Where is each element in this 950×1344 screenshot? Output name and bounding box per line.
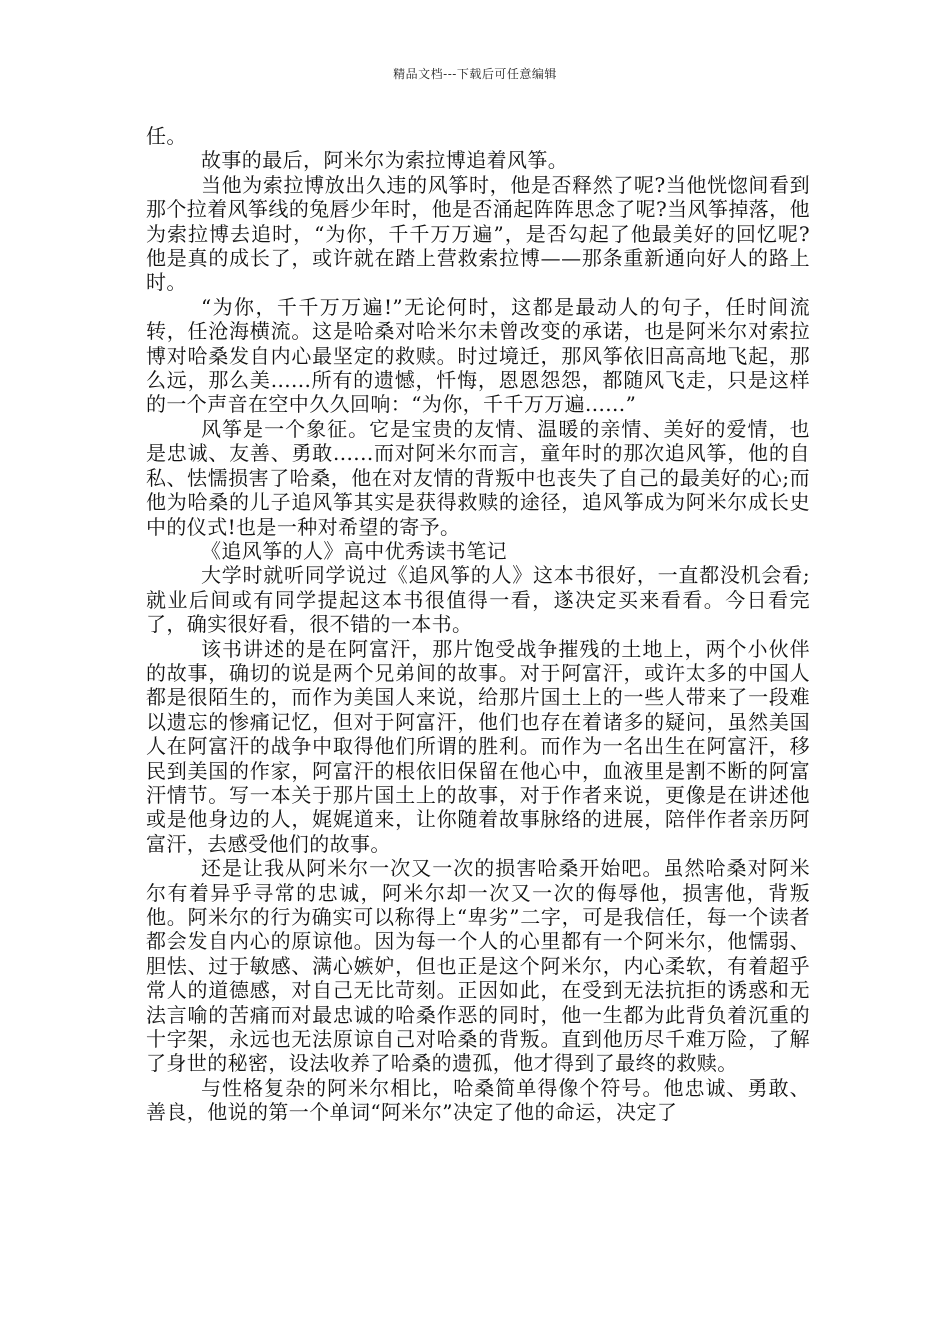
paragraph: 大学时就听同学说过《追风筝的人》这本书很好，一直都没机会看;就业后间或有同学提起这本书很值得一看，遂决定买来看看。今日看完了，确实很好看，很不错的一本书。: [146, 563, 810, 637]
paragraph: 还是让我从阿米尔一次又一次的损害哈桑开始吧。虽然哈桑对阿米尔有着异乎寻常的忠诚，阿米尔却一次又一次的侮辱他，损害他，背叛他。阿米尔的行为确实可以称得上“卑劣”二字，可是我信任，每一个读者都会发自内心的原谅他。因为每一个人的心里都有一个阿米尔，他懦弱、胆怯、过于敏感、满心嫉妒，但也正是这个阿米尔，内心柔软，有着超乎常人的道德感，对自己无比苛刻。正因如此，在受到无法抗拒的诱惑和无法言喻的苦痛而对最忠诚的哈桑作恶的同时，他一生都为此背负着沉重的十字架，永远也无法原谅自己对哈桑的背叛。直到他历尽千难万险，了解了身世的秘密，设法收养了哈桑的遗孤，他才得到了最终的救赎。: [146, 856, 810, 1076]
paragraph: 与性格复杂的阿米尔相比，哈桑简单得像个符号。他忠诚、勇敢、善良，他说的第一个单词“阿米尔”决定了他的命运，决定了: [146, 1075, 810, 1125]
paragraph: “为你，千千万万遍!”无论何时，这都是最动人的句子，任时间流转，任沧海横流。这是哈桑对哈米尔未曾改变的承诺，也是阿米尔对索拉博对哈桑发自内心最坚定的救赎。时过境迁，那风筝依旧高高地飞起，那么远，那么美......所有的遗憾，忏悔，恩恩怨怨，都随风飞走，只是这样的一个声音在空中久久回响：“为你，千千万万遍......”: [146, 294, 810, 417]
section-title: 《追风筝的人》高中优秀读书笔记: [201, 538, 507, 563]
paragraph: 当他为索拉博放出久违的风筝时，他是否释然了呢?当他恍惚间看到那个拉着风筝线的兔唇少年时，他是否涌起阵阵思念了呢?当风筝掉落，他为索拉博去追时，“为你，千千万万遍”，是否勾起了他最美好的回忆呢?他是真的成长了，或许就在踏上营救索拉博——那条重新通向好人的路上时。: [146, 172, 810, 295]
paragraph: 风筝是一个象征。它是宝贵的友情、温暖的亲情、美好的爱情，也是忠诚、友善、勇敢......而对阿米尔而言，童年时的那次追风筝，他的自私、怯懦损害了哈桑，他在对友情的背叛中也丧失了自己的最美好的心;而他为哈桑的儿子追风筝其实是获得救赎的途径，追风筝成为阿米尔成长史中的仪式!也是一种对希望的寄予。: [146, 416, 810, 539]
paragraph: 任。: [146, 124, 187, 148]
paragraph: 故事的最后，阿米尔为索拉博追着风筝。: [201, 148, 569, 173]
document-body: [146, 124, 810, 1125]
page-header: 精品文档---下载后可任意编辑: [393, 67, 557, 81]
paragraph: 该书讲述的是在阿富汗，那片饱受战争摧残的土地上，两个小伙伴的故事，确切的说是两个兄弟间的故事。对于阿富汗，或许太多的中国人都是很陌生的，而作为美国人来说，给那片国土上的一些人带来了一段难以遗忘的惨痛记忆，但对于阿富汗，他们也存在着诸多的疑问，虽然美国人在阿富汗的战争中取得他们所谓的胜利。而作为一名出生在阿富汗，移民到美国的作家，阿富汗的根依旧保留在他心中，血液里是割不断的阿富汗情节。写一本关于那片国土上的故事，对于作者来说，更像是在讲述他或是他身边的人，娓娓道来，让你随着故事脉络的进展，陪伴作者亲历阿富汗，去感受他们的故事。: [146, 636, 810, 856]
